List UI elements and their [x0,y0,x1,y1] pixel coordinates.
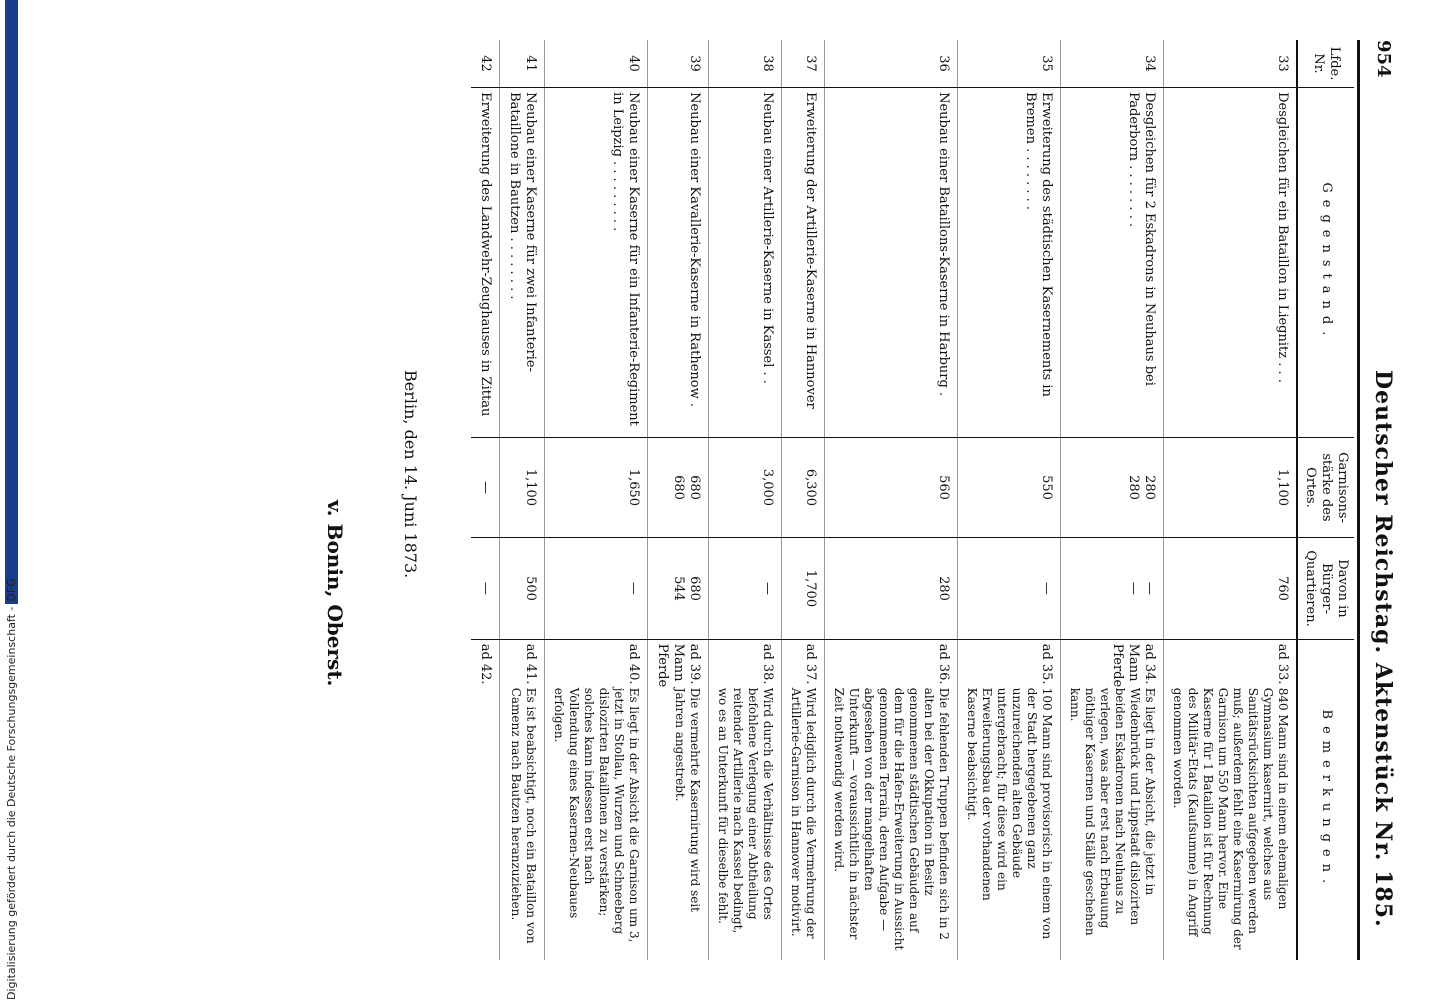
row-gegenstand: Desgleichen für 2 Eskadrons in Neuhaus bei Paderborn . . . . . . . . [1061,88,1164,438]
row-garnison: 6,300 [782,437,825,538]
row-bemerkung [825,639,958,960]
col-bemerkungen: Bemerkungen. [1297,639,1354,960]
row-buerger: 1,700 [782,538,825,639]
garrison-table [471,40,1354,960]
credit-text: Digitalisierung gefördert durch die Deutsche Forschungsgemeinschaft - [5,606,18,1000]
bemerkung-ref: ad 41. [523,643,538,685]
row-nr: 37 [782,40,825,88]
row-bemerkung [500,639,545,960]
row-nr: 41 [500,40,545,88]
row-garnison: 3,000 [709,437,782,538]
signature: v. Bonin, Oberst. [323,500,347,687]
row-buerger: — [958,538,1061,639]
row-gegenstand: Erweiterung des städtischen Kasernements in Bremen . . . . . . . . [958,88,1061,438]
row-nr: 34 [1061,40,1164,88]
row-buerger: 680 544 [648,538,709,639]
row-gegenstand: Neubau einer Kaserne für ein Infanterie-Regiment in Leipzig . . . . . . . . . [545,88,648,438]
row-buerger: — [545,538,648,639]
row-buerger: — [709,538,782,639]
bemerkung-ref: ad 40. [626,643,641,685]
bemerkung-text: Wird lediglich durch die Vermehrung der Artillerie-Garnison in Hannover motivirt. [789,687,818,939]
row-garnison: 1,100 [500,437,545,538]
row-garnison: 1,100 [1164,437,1298,538]
col-nr: Lfde. Nr. [1297,40,1354,88]
bemerkung-ref: ad 37. [803,643,818,685]
row-gegenstand: Neubau einer Bataillons-Kaserne in Harburg . [825,88,958,438]
bemerkung-ref: ad 42. [478,643,493,685]
row-garnison: 550 [958,437,1061,538]
bemerkung-ref: ad 39. Mann Pferde [655,643,702,688]
table-row [500,40,545,960]
col-buerger: Davon in BürgerQuartieren. [1297,538,1354,639]
row-nr: 40 [545,40,648,88]
row-gegenstand: Neubau einer Artillerie-Kaserne in Kassel . . [709,88,782,438]
row-bemerkung [648,639,709,960]
table-row [1164,40,1298,960]
row-buerger: 500 [500,538,545,639]
bemerkung-text: Die fehlenden Truppen befinden sich in 2 alten bei der Okkupation in Besitz genommenen städtischen Gebäuden auf dem für die Hafen-Erweiterung in Aussicht genommenen Terrain, deren Aufgabe — abgesehen von der mangelhaften Unterkunft — voraussichtlich in nächster Zeit nothwendig werden wird. [832,687,951,951]
row-buerger: — — [1061,538,1164,639]
row-garnison: 680 680 [648,437,709,538]
table-row [782,40,825,960]
row-bemerkung [1164,639,1298,960]
row-garnison: 280 280 [1061,437,1164,538]
place-date: Berlin, den 14. Juni 1873. [401,370,420,579]
table-row [1061,40,1164,960]
row-buerger: 760 [1164,538,1298,639]
col-gegenstand: Gegenstand. [1297,88,1354,438]
row-gegenstand: Erweiterung der Artillerie-Kaserne in Hannover [782,88,825,438]
header-rule [1357,40,1360,960]
row-bemerkung [709,639,782,960]
bemerkung-text: Es liegt in der Absicht die Garnison um 3, jetzt in Stollau, Wurzen und Schneeberg dislozirten Bataillonen zu verstärken; solches kann indessen erst nach Vollendung eines Kasernen-Neubaues erfolgen. [552,687,641,943]
row-gegenstand: Neubau einer Kavallerie-Kaserne in Rathenow . [648,88,709,438]
bemerkung-text: 100 Mann sind provisorisch in einem von der Stadt hergegebenen ganz unzureichenden alten Gebäude untergebracht; für diese wird ein Erweiterungsbau der vorhandenen Kaserne beabsichtigt. [965,687,1054,940]
row-buerger: — [471,538,500,639]
col-garnison: Garnisonsstärke des Ortes. [1297,437,1354,538]
bemerkung-ref: ad 34. Mann Pferde [1110,643,1157,688]
digitization-credit [4,310,18,1000]
row-garnison: — [471,437,500,538]
row-bemerkung [545,639,648,960]
bemerkung-ref: ad 38. [760,643,775,685]
bemerkung-text: 840 Mann sind in einem ehemaligen Gymnasium kasernirt, welches aus Sanitätsrücksichten aufgegeben werden muß; außerdem fehlt eine Kasernirung der Garnison um 550 Mann hervor. Eine Kaserne für 1 Bataillon ist für Rechnung des Militär-Etats (Kaufsumme) in Angriff genommen worden. [1171,687,1290,950]
row-garnison: 560 [825,437,958,538]
row-nr: 38 [709,40,782,88]
table-row [545,40,648,960]
row-gegenstand: Neubau einer Kaserne für zwei Infanterie-Bataillone in Bautzen . . . . . . . . [500,88,545,438]
table-row [648,40,709,960]
row-gegenstand: Desgleichen für ein Bataillon in Liegnitz . . . [1164,88,1298,438]
bemerkung-ref: ad 33. [1275,643,1290,685]
table-row [709,40,782,960]
bemerkung-text: Wird durch die Verhältnisse des Ortes befohlene Verlegung einer Abtheilung reitender Artillerie nach Kassel bedingt, wo es an Unterkunft für dieselbe fehlt. [716,687,775,934]
row-bemerkung [958,639,1061,960]
row-buerger: 280 [825,538,958,639]
page-header [1362,40,1402,960]
row-bemerkung [1061,639,1164,960]
row-bemerkung [782,639,825,960]
row-gegenstand: Erweiterung des Landwehr-Zeughauses in Zittau [471,88,500,438]
row-nr: 39 [648,40,709,88]
table-row [825,40,958,960]
bemerkung-text: Es ist beabsichtigt, noch ein Bataillon von Camenz nach Bautzen heranzuziehen. [509,687,538,944]
dfg-badge: DFG [5,0,18,604]
table-row [471,40,500,960]
row-bemerkung [471,639,500,960]
row-nr: 42 [471,40,500,88]
row-nr: 35 [958,40,1061,88]
bemerkung-text: Die vermehrte Kasernirung wird seit Jahren angestrebt. [673,687,702,912]
table-header-row [1297,40,1354,960]
row-garnison: 1,650 [545,437,648,538]
row-nr: 36 [825,40,958,88]
bemerkung-text: Es liegt in der Absicht, die jetzt in Wiedenbrück und Lippstadt dislozirten beiden Eskadronen nach Neuhaus zu verlegen, was aber erst nach Erbauung nöthiger Kasernen und Ställe geschehen kann. [1068,687,1157,936]
table-row [958,40,1061,960]
row-nr: 33 [1164,40,1298,88]
page-title: Deutscher Reichstag. Aktenstück Nr. 185. [1370,370,1396,928]
page-number: 954 [1373,40,1394,78]
bemerkung-ref: ad 36. [936,643,951,685]
bemerkung-ref: ad 35. [1039,643,1054,685]
